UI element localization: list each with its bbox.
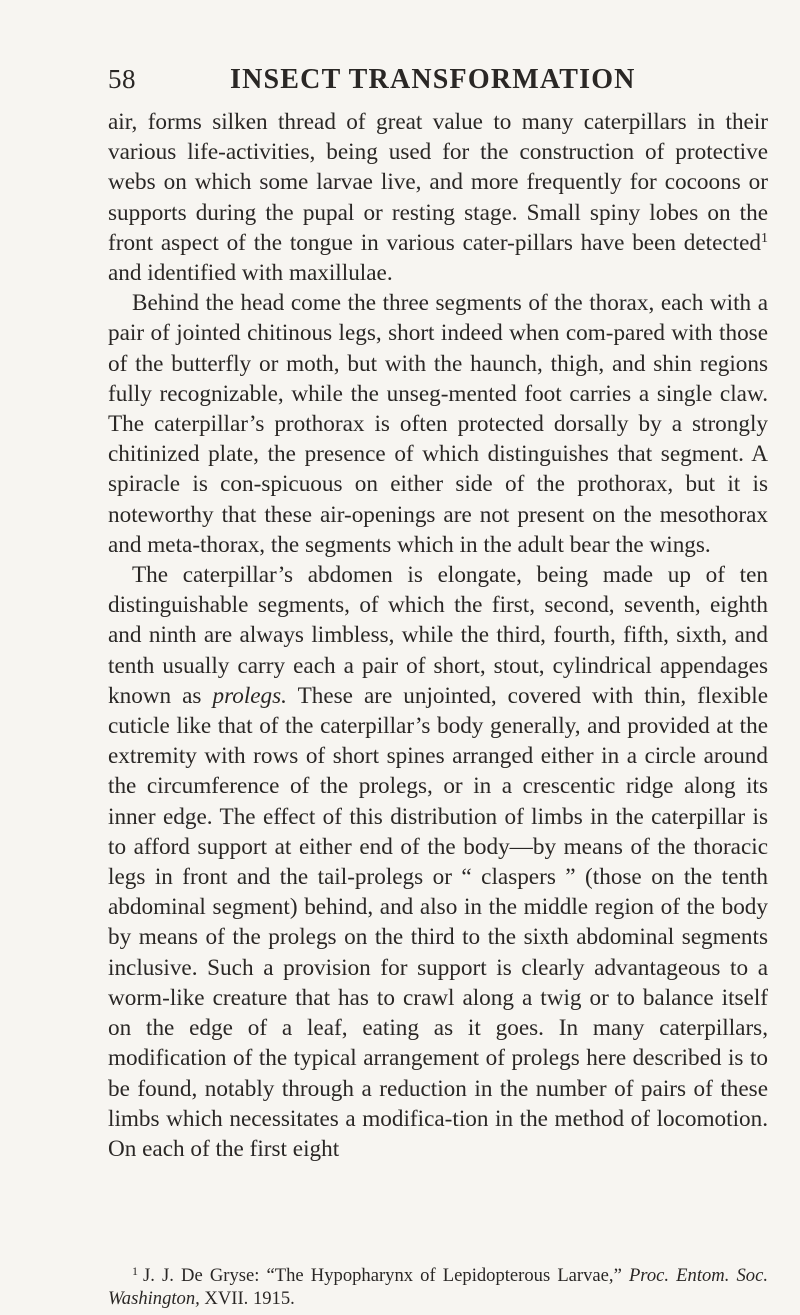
body-text <box>108 107 768 1164</box>
footnote <box>108 1264 768 1310</box>
paragraph-1-tail: and identified with maxillulae. <box>108 260 393 287</box>
footnote-mark: 1 <box>132 1264 138 1278</box>
running-title: INSECT TRANSFORMATION <box>230 64 636 95</box>
footnote-journal: Proc. Entom. Soc. Washington, <box>108 1265 768 1309</box>
paragraph-1 <box>108 107 768 288</box>
paragraph-3 <box>108 560 768 1164</box>
paragraph-3-before: The caterpillar’s abdomen is elongate, being made up of ten distinguishable segments, of which the first, second, seventh, eighth and ninth are always limbless, while the third, fourth, fifth, sixth, and tenth usually carry each a pair of short, stout, cylindrical appendages known as <box>108 562 768 709</box>
footnote-authors: J. J. De Gryse: “The Hypopharynx of Lepidopterous Larvae,” <box>143 1265 622 1286</box>
paragraph-3-after: These are unjointed, covered with thin, flexible cuticle like that of the caterpillar’s body generally, and provided at the extremity with rows of short spines arranged either in a circle around the circumference of the prolegs, or in a crescentic ridge along its inner edge. The effect of this distribution of limbs in the caterpillar is to afford support at either end of the body—by means of the thoracic legs in front and the tail-prolegs or “ claspers ” (those on the tenth abdominal segment) behind, and also in the middle region of the body by means of the prolegs on the third to the sixth abdominal segments inclusive. Such a provision for support is clearly advantageous to a worm-like creature that has to crawl along a twig or to balance itself on the edge of a leaf, eating as it goes. In many caterpillars, modification of the typical arrangement of prolegs here described is to be found, notably through a reduction in the number of pairs of these limbs which necessitates a modifica-tion in the method of locomotion. On each of the first eight <box>108 682 768 1162</box>
page-number: 58 <box>108 64 136 94</box>
footnote-text <box>108 1264 768 1310</box>
footnote-volume-year: XVII. 1915. <box>199 1288 295 1309</box>
footnote-reference: 1 <box>761 230 768 246</box>
running-head <box>108 64 768 104</box>
term-prolegs: prolegs. <box>212 682 287 709</box>
paragraph-1-text: air, forms silken thread of great value to many caterpillars in their various life-activities, being used for the construction of protective webs on which some larvae live, and more frequently for cocoons or supports during the pupal or resting stage. Small spiny lobes on the front aspect of the tongue in various cater-pillars have been detected <box>108 109 768 256</box>
paragraph-2: Behind the head come the three segments of the thorax, each with a pair of jointed chitinous legs, short indeed when com-pared with those of the butterfly or moth, but with the haunch, thigh, and shin regions fully recognizable, while the unseg-mented foot carries a single claw. The caterpillar’s prothorax is often protected dorsally by a strongly chitinized plate, the presence of which distinguishes that segment. A spiracle is con-spicuous on either side of the prothorax, but it is noteworthy that these air-openings are not present on the mesothorax and meta-thorax, the segments which in the adult bear the wings. <box>108 290 768 558</box>
